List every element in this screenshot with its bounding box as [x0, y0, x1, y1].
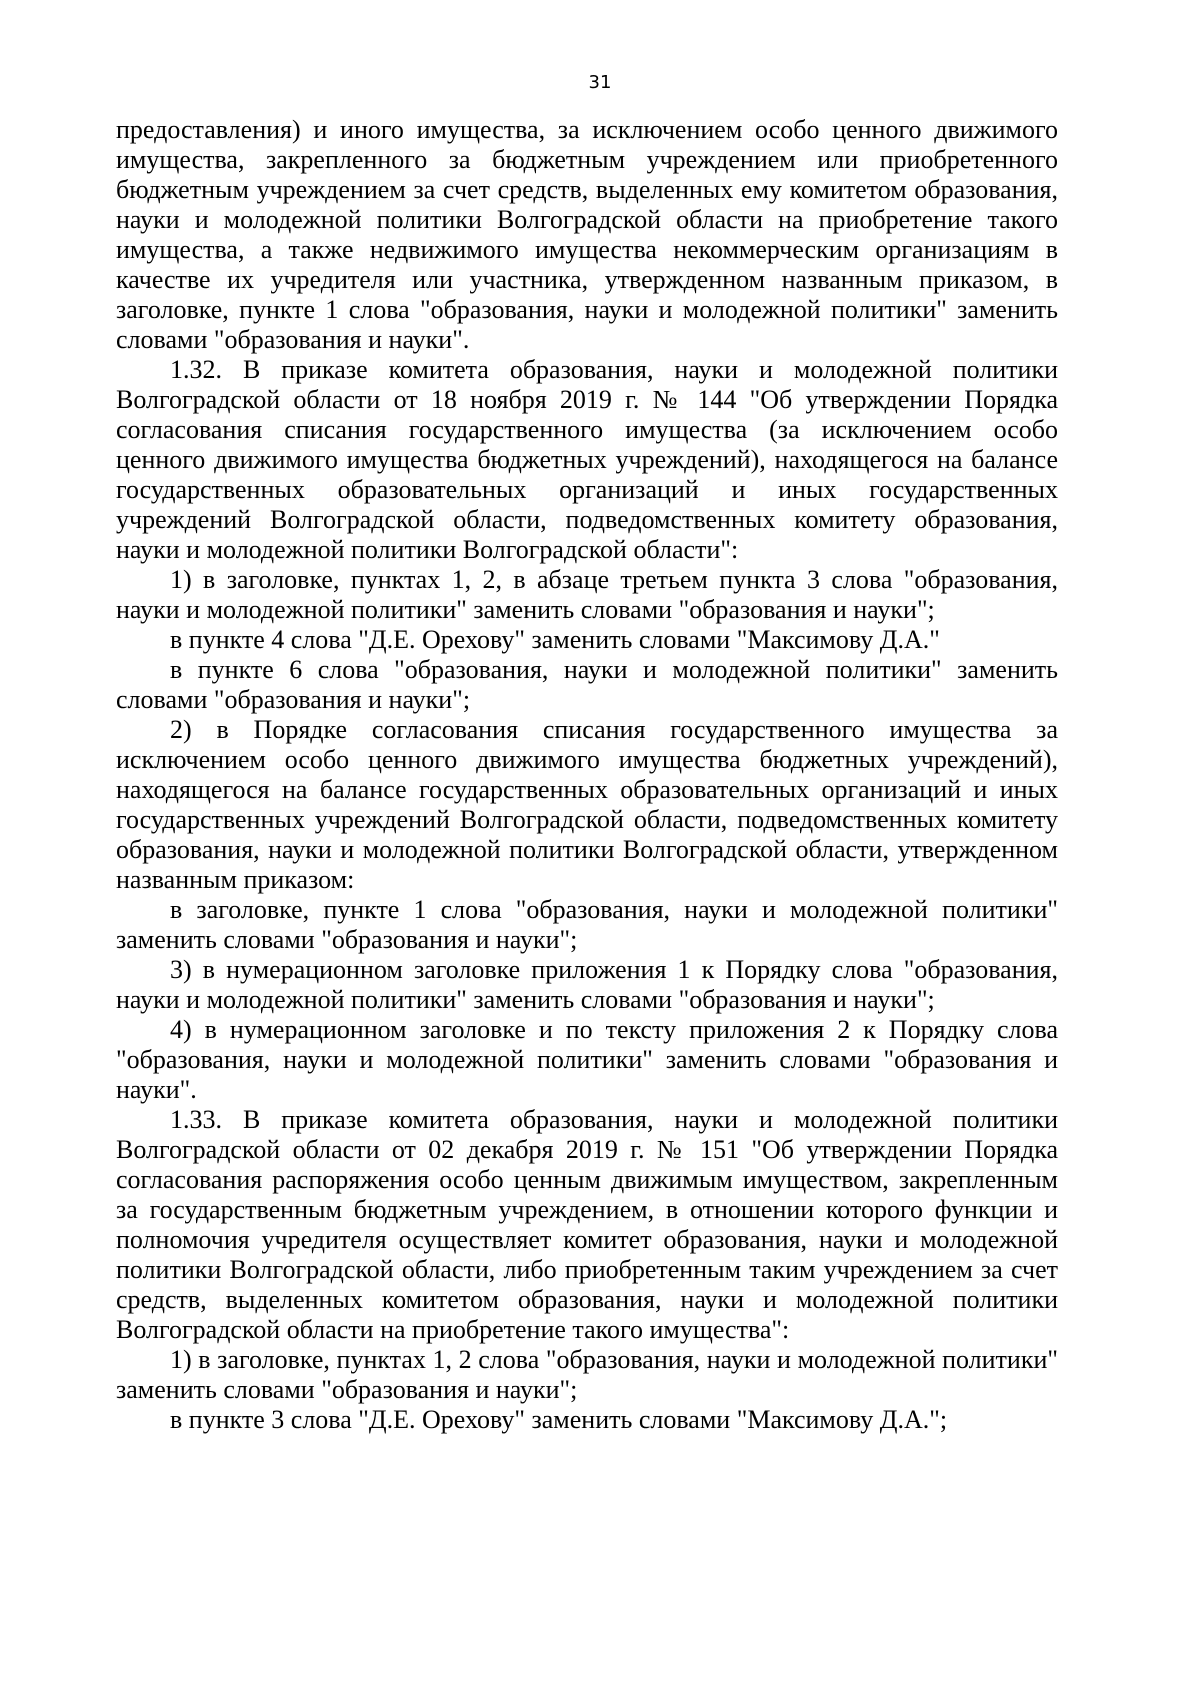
paragraph: 1.32. В приказе комитета образования, науки и молодежной политики Волгоградской области от 18 ноября 2019 г. № 144 "Об утверждении Порядка согласования списания государственного имущества (за исключением особо ценного движимого имущества бюджетных учреждений), находящегося на балансе государственных образовательных организаций и иных государственных учреждений Волгоградской области, подведомственных комитету образования, науки и молодежной политики Волгоградской области": [116, 355, 1058, 564]
paragraph: в пункте 6 слова "образования, науки и молодежной политики" заменить словами "образования и науки"; [116, 655, 1058, 714]
paragraph: 1) в заголовке, пунктах 1, 2, в абзаце третьем пункта 3 слова "образования, науки и молодежной политики" заменить словами "образования и науки"; [116, 565, 1058, 624]
paragraph: 1) в заголовке, пунктах 1, 2 слова "образования, науки и молодежной политики" заменить словами "образования и науки"; [116, 1345, 1058, 1404]
paragraph: в заголовке, пункте 1 слова "образования, науки и молодежной политики" заменить словами "образования и науки"; [116, 895, 1058, 954]
paragraph: в пункте 4 слова "Д.Е. Орехову" заменить словами "Максимову Д.А." [170, 625, 940, 654]
paragraph: 2) в Порядке согласования списания государственного имущества за исключением особо ценного движимого имущества бюджетных учреждений), находящегося на балансе государственных образовательных организаций и иных государственных учреждений Волгоградской области, подведомственных комитету образования, науки и молодежной политики Волгоградской области, утвержденном названным приказом: [116, 715, 1058, 894]
paragraph: 4) в нумерационном заголовке и по тексту приложения 2 к Порядку слова "образования, науки и молодежной политики" заменить словами "образования и науки". [116, 1015, 1058, 1104]
paragraph: предоставления) и иного имущества, за исключением особо ценного движимого имущества, закрепленного за бюджетным учреждением или приобретенного бюджетным учреждением за счет средств, выделенных ему комитетом образования, науки и молодежной политики Волгоградской области на приобретение такого имущества, а также недвижимого имущества некоммерческим организациям в качестве их учредителя или участника, утвержденном названным приказом, в заголовке, пункте 1 слова "образования, науки и молодежной политики" заменить словами "образования и науки". [116, 115, 1058, 354]
page-number: 31 [588, 72, 612, 93]
paragraph: 1.33. В приказе комитета образования, науки и молодежной политики Волгоградской области от 02 декабря 2019 г. № 151 "Об утверждении Порядка согласования распоряжения особо ценным движимым имуществом, закрепленным за государственным бюджетным учреждением, в отношении которого функции и полномочия учредителя осуществляет комитет образования, науки и молодежной политики Волгоградской области, либо приобретенным таким учреждением за счет средств, выделенных комитетом образования, науки и молодежной политики Волгоградской области на приобретение такого имущества": [116, 1105, 1058, 1344]
document-body [116, 115, 1058, 1435]
paragraph: в пункте 3 слова "Д.Е. Орехову" заменить словами "Максимову Д.А."; [170, 1405, 948, 1434]
paragraph: 3) в нумерационном заголовке приложения 1 к Порядку слова "образования, науки и молодежной политики" заменить словами "образования и науки"; [116, 955, 1058, 1014]
